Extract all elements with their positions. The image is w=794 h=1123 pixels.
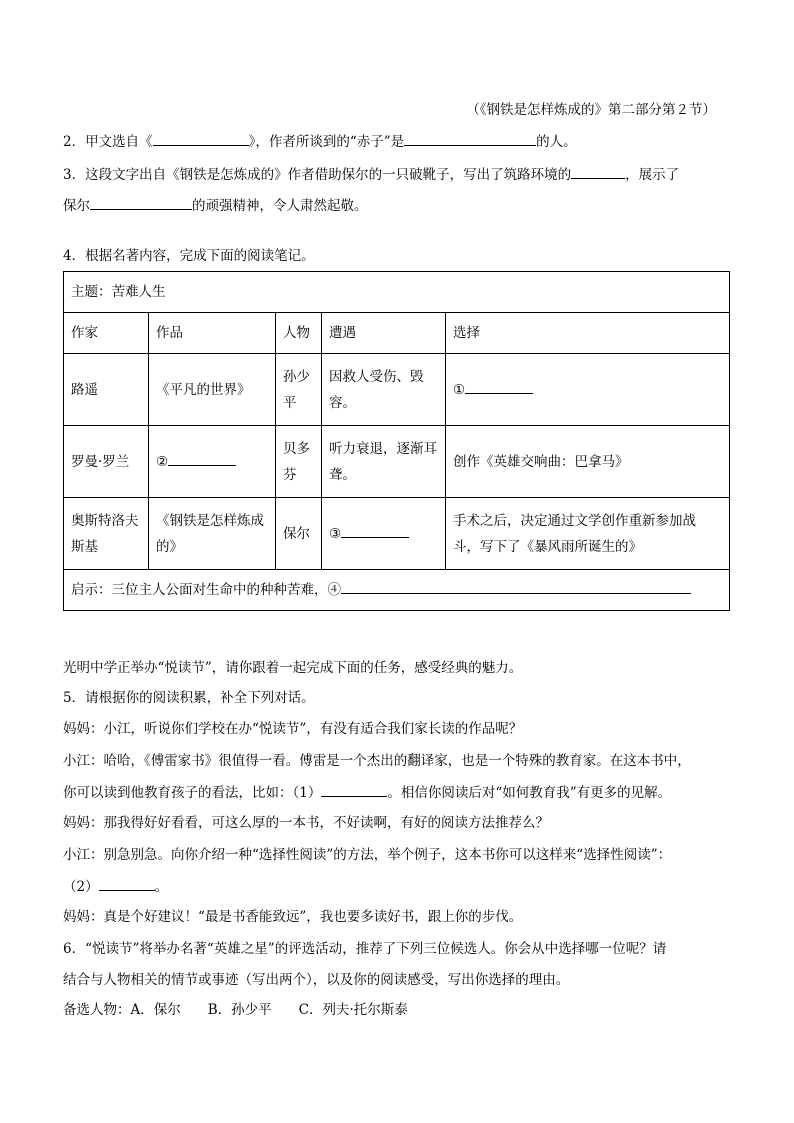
table-cell-choice: 手术之后，决定通过文学创作重新参加战斗，写下了《暴风雨所诞生的》 (446, 498, 730, 570)
table-cell-choice: 创作《英雄交响曲：巴拿马》 (446, 426, 730, 498)
dialogue-line (63, 876, 733, 897)
question-2 (63, 131, 733, 152)
table-row (64, 354, 730, 426)
answer-4-label: 启示：三位主人公面对生命中的种种苦难，④ (71, 582, 341, 598)
q3-text-b: ，展示了 (625, 167, 680, 183)
candidate-options: 备选人物：A．保尔 B．孙少平 C．列夫·托尔斯泰 (63, 1002, 408, 1018)
answer-1-label: ① (453, 381, 466, 398)
dialogue-line: 妈妈：小江，听说你们学校在办“悦读节”，有没有适合我们家长读的作品呢？ (63, 721, 523, 737)
table-cell-author: 路遥 (64, 354, 149, 426)
answer-2-blank[interactable] (168, 451, 236, 466)
answer-3-label: ③ (329, 525, 342, 542)
q5-1-text-after: 。相信你阅读后对“如何教育我”有更多的见解。 (387, 785, 672, 801)
dialogue-line: 妈妈：真是个好建议！“最是书香能致远”，我也要多读好书，跟上你的步伐。 (63, 909, 523, 925)
table-header: 人物 (276, 313, 322, 354)
table-header: 作家 (64, 313, 149, 354)
answer-1-blank[interactable] (465, 379, 533, 394)
table-header-row (64, 313, 730, 354)
question-3-line-1 (63, 164, 733, 185)
q3-text-d: 的顽强精神，令人肃然起敬。 (192, 198, 368, 214)
question-5-prompt: 5．请根据你的阅读积累，补全下列对话。 (63, 690, 315, 706)
table-row (64, 426, 730, 498)
table-header: 作品 (149, 313, 276, 354)
table-cell-experience (322, 498, 446, 570)
table-footer-row (64, 570, 730, 611)
q5-1-text: 你可以读到他教育孩子的看法，比如：（1） (63, 785, 322, 801)
source-citation: （《钢铁是怎样炼成的》第二部分第２节） (466, 102, 716, 118)
table-footer (64, 570, 730, 611)
table-cell-experience: 听力衰退，逐渐耳聋。 (322, 426, 446, 498)
table-cell-work: 《平凡的世界》 (149, 354, 276, 426)
answer-3-blank[interactable] (341, 523, 409, 538)
table-topic-row (64, 272, 730, 313)
table-cell-experience: 因救人受伤、毁容。 (322, 354, 446, 426)
table-cell-author: 罗曼·罗兰 (64, 426, 149, 498)
table-cell-character: 保尔 (276, 498, 322, 570)
table-topic: 主题：苦难人生 (64, 272, 730, 313)
table-cell-choice (446, 354, 730, 426)
q5-2-text: （2） (63, 879, 99, 895)
table-header: 遭遇 (322, 313, 446, 354)
table-cell-work: 《钢铁是怎样炼成的》 (149, 498, 276, 570)
q3-text-c: 保尔 (63, 198, 90, 214)
answer-4-blank[interactable] (341, 579, 691, 594)
q3-blank-2[interactable] (90, 195, 192, 210)
table-cell-character: 孙少平 (276, 354, 322, 426)
q3-text-a: 3．这段文字出自《钢铁是怎炼成的》作者借助保尔的一只破靴子，写出了筑路环境的 (63, 167, 572, 183)
answer-2-label: ② (156, 453, 169, 470)
question-6-line-1: 6．“悦读节”将举办名著“英雄之星”的评选活动，推荐了下列三位候选人。你会从中选择哪一位呢？请 (63, 941, 667, 957)
q5-blank-2[interactable] (99, 876, 155, 891)
q2-blank-1[interactable] (153, 131, 249, 146)
table-cell-character: 贝多芬 (276, 426, 322, 498)
question-3-line-2 (63, 195, 733, 216)
q5-2-text-after: 。 (154, 879, 169, 895)
q3-blank-1[interactable] (571, 164, 625, 179)
table-cell-work (149, 426, 276, 498)
q2-blank-2[interactable] (404, 131, 536, 146)
question-4-prompt: 4．根据名著内容，完成下面的阅读笔记。 (63, 248, 315, 264)
event-intro: 光明中学正举办“悦读节”，请你跟着一起完成下面的任务，感受经典的魅力。 (63, 660, 523, 676)
q2-text-c: 的人。 (536, 134, 577, 150)
q2-text-a: 2．甲文选自《 (63, 134, 153, 150)
q5-blank-1[interactable] (321, 782, 387, 797)
reading-notes-table (63, 271, 730, 611)
table-row (64, 498, 730, 570)
dialogue-line: 小江：别急别急。向你介绍一种“选择性阅读”的方法，举个例子，这本书你可以这样来“选择性阅读”： (63, 847, 672, 863)
dialogue-line: 妈妈：那我得好好看看，可这么厚的一本书，不好读啊，有好的阅读方法推荐么？ (63, 815, 549, 831)
table-cell-author: 奥斯特洛夫斯基 (64, 498, 149, 570)
table-header: 选择 (446, 313, 730, 354)
dialogue-line (63, 782, 733, 803)
question-6-line-2: 结合与人物相关的情节或事迹（写出两个），以及你的阅读感受，写出你选择的理由。 (63, 972, 570, 988)
q2-text-b: 》，作者所谈到的“赤子”是 (248, 134, 405, 150)
dialogue-line: 小江：哈哈，《傅雷家书》很值得一看。傅雷是一个杰出的翻译家，也是一个特殊的教育家。在这本书中， (63, 753, 691, 769)
